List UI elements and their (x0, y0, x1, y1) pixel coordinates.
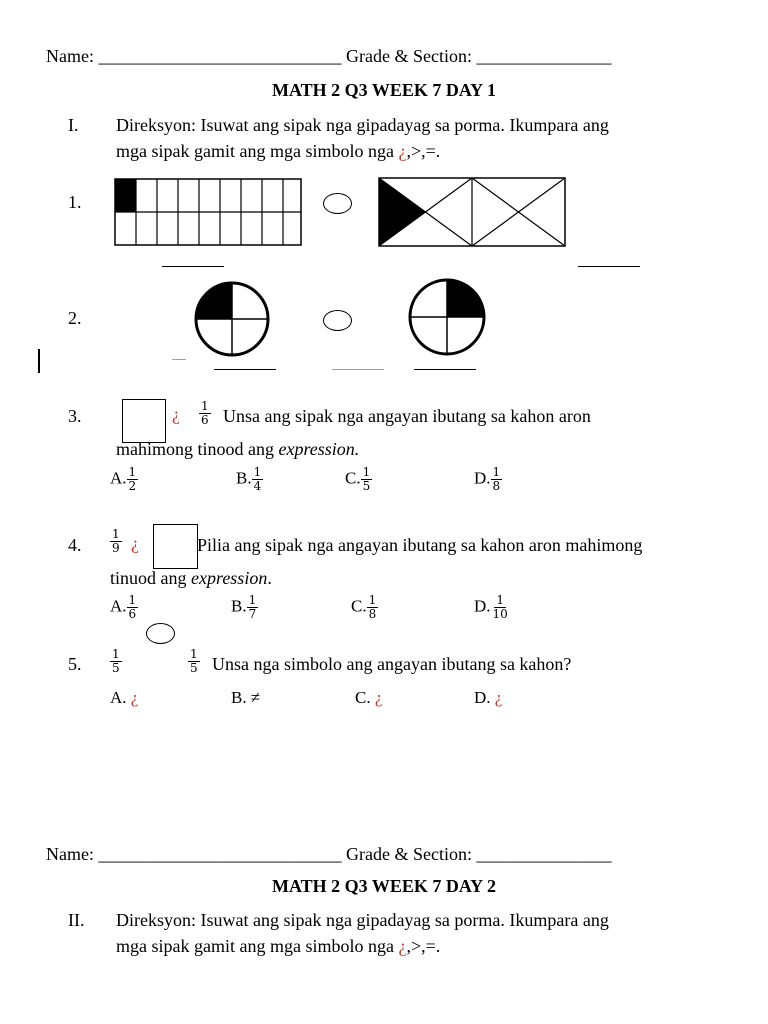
grade-label: Grade & Section: (341, 46, 477, 66)
page-title-day2: MATH 2 Q3 WEEK 7 DAY 2 (271, 876, 497, 896)
name-label: Name: (46, 46, 99, 66)
q5-text: Unsa nga simbolo ang angayan ibutang sa kahon? (212, 654, 572, 674)
less-than-symbol: ¿ (398, 936, 407, 956)
answer-blank-2-right[interactable] (414, 369, 476, 370)
q5-fraction-right: $\frac{1}{5}$ (190, 647, 198, 675)
fraction-triangle-shape (378, 177, 568, 249)
q3-option-b[interactable]: B. $\frac{1}{4}$ (236, 465, 262, 493)
name-blank[interactable]: ___________________________ (98, 46, 342, 66)
direction-day2-line2: mga sipak gamit ang mga simbolo nga ¿,>,=. (116, 936, 441, 956)
name-grade-line-day2 (46, 844, 611, 865)
answer-box-3[interactable] (122, 399, 166, 443)
item-number-1: 1. (68, 192, 82, 212)
fraction-grid-shape (114, 178, 304, 248)
name-grade-line-day1 (46, 46, 611, 67)
grade-label: Grade & Section: (341, 844, 477, 864)
compare-oval-2[interactable] (323, 310, 352, 331)
q5-option-b[interactable]: B. ≠ (231, 688, 261, 707)
direction-day1-line1: Direksyon: Isuwat ang sipak nga gipadayag sa porma. Ikumpara ang (116, 115, 609, 135)
q4-text-line2: tinuod ang expression. (110, 568, 272, 588)
answer-blank-2-middle[interactable] (332, 369, 384, 370)
q5-option-c[interactable]: C. ¿ (355, 688, 383, 707)
q4-option-d[interactable]: D. $\frac{1}{10}$ (474, 593, 508, 621)
fraction-circle-left (192, 280, 272, 358)
roman-numeral-1: I. (68, 115, 79, 135)
item-number-2: 2. (68, 308, 82, 328)
grade-blank[interactable]: _______________ (476, 844, 612, 864)
fraction-circle-right (406, 277, 488, 357)
compare-oval-1[interactable] (323, 193, 352, 214)
less-than-symbol: ¿ (398, 141, 407, 161)
q3-text-line1: Unsa ang sipak nga angayan ibutang sa kahon aron (223, 406, 591, 426)
answer-blank-1-right[interactable] (578, 266, 640, 267)
q3-symbol: ¿ (172, 404, 180, 424)
direction-day2-line1: Direksyon: Isuwat ang sipak nga gipadayag sa porma. Ikumpara ang (116, 910, 609, 930)
q4-text-line1: Pilia ang sipak nga angayan ibutang sa kahon aron mahimong (197, 535, 643, 555)
q3-option-d[interactable]: D. $\frac{1}{8}$ (474, 465, 501, 493)
answer-blank-2-left[interactable] (214, 369, 276, 370)
roman-numeral-2: II. (68, 910, 85, 930)
page-title-day1: MATH 2 Q3 WEEK 7 DAY 1 (271, 80, 497, 100)
q3-option-c[interactable]: C. $\frac{1}{5}$ (345, 465, 371, 493)
answer-box-4[interactable] (153, 524, 198, 569)
q4-fraction: $\frac{1}{9}$ (112, 527, 120, 555)
item-number-5: 5. (68, 654, 82, 674)
grade-blank[interactable]: _______________ (476, 46, 612, 66)
compare-oval-5[interactable] (146, 623, 175, 644)
name-blank[interactable]: ___________________________ (98, 844, 342, 864)
item-number-3: 3. (68, 406, 82, 426)
q5-fraction-left: $\frac{1}{5}$ (112, 647, 120, 675)
text-cursor (38, 349, 40, 373)
answer-mark-gold-small[interactable] (172, 359, 186, 360)
item-number-4: 4. (68, 535, 82, 555)
q3-option-a[interactable]: A. $\frac{1}{2}$ (110, 465, 137, 493)
q4-symbol: ¿ (131, 533, 139, 553)
q4-option-a[interactable]: A. $\frac{1}{6}$ (110, 593, 137, 621)
q5-option-d[interactable]: D. ¿ (474, 688, 503, 707)
q3-text-line2: mahimong tinood ang expression. (116, 439, 360, 459)
q5-option-a[interactable]: A. ¿ (110, 688, 139, 707)
q4-option-c[interactable]: C. $\frac{1}{8}$ (351, 593, 377, 621)
q4-option-b[interactable]: B. $\frac{1}{7}$ (231, 593, 257, 621)
q3-fraction: $\frac{1}{6}$ (201, 399, 209, 427)
direction-day1-line2: mga sipak gamit ang mga simbolo nga ¿,>,=. (116, 141, 441, 161)
name-label: Name: (46, 844, 99, 864)
answer-blank-1-left[interactable] (162, 266, 224, 267)
